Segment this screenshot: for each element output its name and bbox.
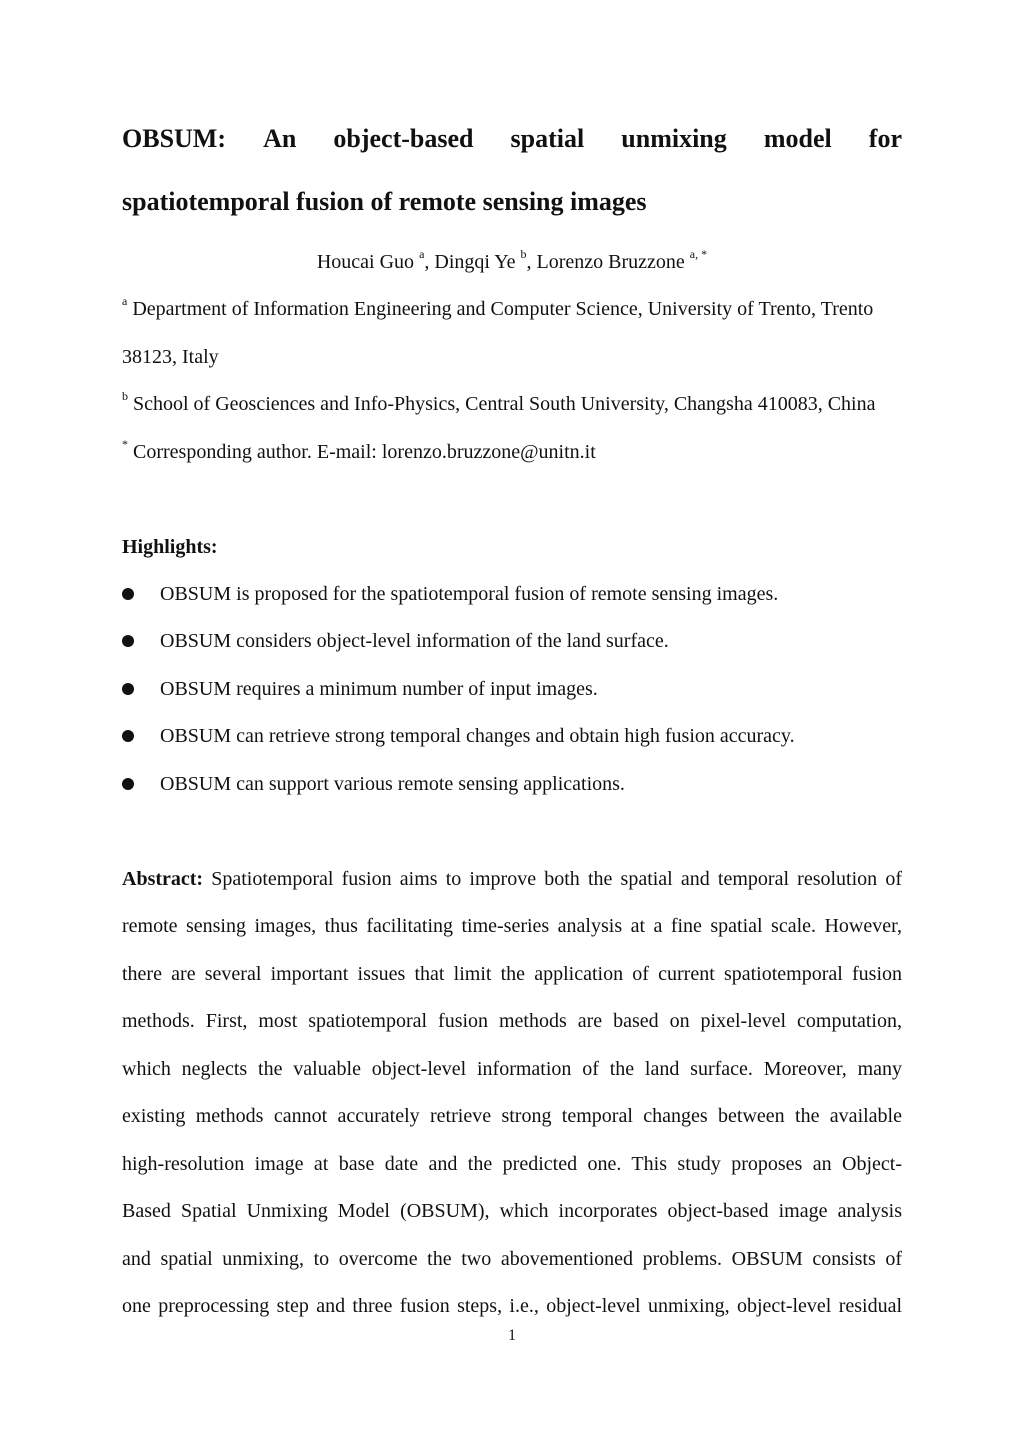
highlight-text: OBSUM considers object-level information of the land surface. bbox=[160, 630, 669, 652]
abstract-line: which neglects the valuable object-level information of the land surface. Moreover, many bbox=[122, 1058, 902, 1080]
abstract-line: remote sensing images, thus facilitating time-series analysis at a fine spatial scale. However, bbox=[122, 915, 902, 937]
bullet-icon bbox=[122, 588, 134, 600]
paper-title-line-1 bbox=[122, 124, 902, 154]
abstract-line: one preprocessing step and three fusion steps, i.e., object-level unmixing, object-level residual bbox=[122, 1295, 902, 1317]
title-word: unmixing bbox=[621, 124, 727, 153]
bullet-icon bbox=[122, 635, 134, 647]
affiliation-text: Department of Information Engineering and Computer Science, University of Trento, Trento bbox=[132, 298, 874, 320]
title-word: OBSUM: bbox=[122, 124, 226, 153]
abstract-label: Abstract: bbox=[122, 868, 204, 890]
title-word: model bbox=[763, 124, 832, 153]
highlight-text: OBSUM can retrieve strong temporal changes and obtain high fusion accuracy. bbox=[160, 725, 795, 747]
abstract-line: existing methods cannot accurately retrieve strong temporal changes between the available bbox=[122, 1105, 902, 1127]
author-affiliation-mark: a bbox=[419, 247, 425, 262]
affiliation-a-continued: 38123, Italy bbox=[122, 346, 219, 368]
abstract-text: Spatiotemporal fusion aims to improve both the spatial and temporal resolution of bbox=[203, 868, 902, 890]
affiliation-a bbox=[122, 294, 902, 321]
author-list bbox=[0, 247, 1024, 274]
highlights-heading: Highlights: bbox=[122, 536, 218, 558]
affiliation-mark: b bbox=[122, 389, 128, 404]
abstract-line: and spatial unmixing, to overcome the two abovementioned problems. OBSUM consists of bbox=[122, 1248, 902, 1270]
title-word: spatial bbox=[510, 124, 585, 153]
author-affiliation-mark: b bbox=[520, 247, 527, 262]
affiliation-b bbox=[122, 389, 902, 416]
corresponding-author bbox=[122, 437, 902, 464]
bullet-icon bbox=[122, 683, 134, 695]
bullet-icon bbox=[122, 778, 134, 790]
highlight-text: OBSUM requires a minimum number of input images. bbox=[160, 678, 598, 700]
author-name: , Dingqi Ye bbox=[424, 251, 516, 273]
corresponding-mark: * bbox=[122, 437, 128, 452]
abstract-line: high-resolution image at base date and the predicted one. This study proposes an Object- bbox=[122, 1153, 902, 1175]
paper-title-line-2: spatiotemporal fusion of remote sensing images bbox=[122, 187, 647, 216]
abstract-line: methods. First, most spatiotemporal fusion methods are based on pixel-level computation, bbox=[122, 1010, 902, 1032]
title-word: for bbox=[868, 124, 902, 153]
corresponding-text: Corresponding author. E-mail: lorenzo.bruzzone@unitn.it bbox=[133, 441, 596, 463]
highlight-text: OBSUM is proposed for the spatiotemporal fusion of remote sensing images. bbox=[160, 583, 779, 605]
title-word: An bbox=[263, 124, 297, 153]
author-affiliation-mark: a, * bbox=[689, 247, 708, 262]
abstract-line: there are several important issues that limit the application of current spatiotemporal fusion bbox=[122, 963, 902, 985]
author-name: , Lorenzo Bruzzone bbox=[526, 251, 685, 273]
highlight-text: OBSUM can support various remote sensing applications. bbox=[160, 773, 625, 795]
affiliation-mark: a bbox=[122, 294, 128, 309]
affiliation-text: School of Geosciences and Info-Physics, Central South University, Changsha 410083, China bbox=[133, 393, 876, 415]
abstract-line bbox=[122, 867, 902, 891]
bullet-icon bbox=[122, 730, 134, 742]
page-number: 1 bbox=[508, 1327, 516, 1344]
abstract-line: Based Spatial Unmixing Model (OBSUM), which incorporates object-based image analysis bbox=[122, 1200, 902, 1222]
author-name: Houcai Guo bbox=[316, 251, 415, 273]
title-word: object-based bbox=[333, 124, 474, 153]
